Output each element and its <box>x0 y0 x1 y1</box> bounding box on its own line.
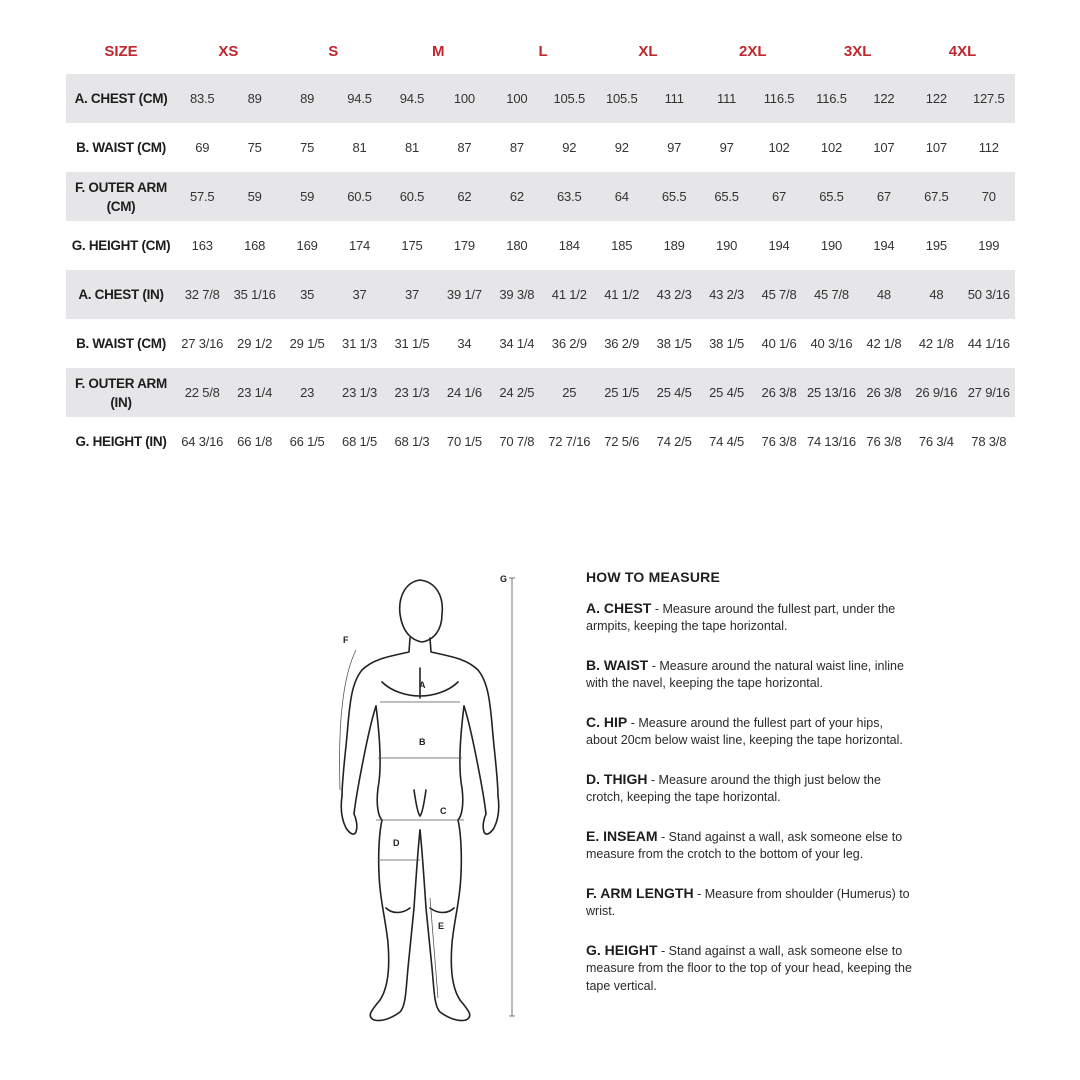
table-row <box>66 221 1015 270</box>
table-cell: 199 <box>978 238 1000 253</box>
table-cell: 83.5 <box>176 74 228 123</box>
table-cell: 65.5 <box>805 172 857 221</box>
table-cell: 37 <box>333 270 385 319</box>
table-cell: 43 2/3 <box>700 270 752 319</box>
table-cell: 26 9/16 <box>910 368 962 417</box>
table-cell: 59 <box>228 172 280 221</box>
table-cell: 89 <box>281 74 333 123</box>
row-label: F. OUTER ARM (CM) <box>66 172 176 221</box>
body-outline-illustration <box>330 568 530 1028</box>
table-cell: 31 1/5 <box>394 336 430 351</box>
row-label: G. HEIGHT (CM) <box>71 238 171 253</box>
row-label: A. CHEST (IN) <box>66 270 176 319</box>
table-cell: 65.5 <box>700 172 752 221</box>
measure-term: B. WAIST <box>586 656 649 673</box>
measure-term: F. ARM LENGTH <box>586 884 694 901</box>
table-cell: 64 3/16 <box>181 434 224 449</box>
table-row <box>66 172 1015 221</box>
size-header-xs: XS <box>218 43 239 60</box>
table-cell: 76 3/8 <box>866 434 902 449</box>
table-cell: 23 <box>281 368 333 417</box>
table-cell: 75 <box>300 140 315 155</box>
size-chart-table <box>66 29 1015 466</box>
measure-description: - Measure around the fullest part of your hips, about 20cm below waist line, keeping the tape horizontal. <box>586 715 903 747</box>
measure-item <box>586 657 916 693</box>
table-cell: 127.5 <box>963 74 1015 123</box>
table-cell: 22 5/8 <box>176 368 228 417</box>
table-cell: 102 <box>820 140 843 155</box>
table-cell: 38 1/5 <box>656 336 692 351</box>
table-cell: 41 1/2 <box>596 270 648 319</box>
size-header-m: M <box>431 43 445 60</box>
table-cell: 112 <box>978 140 999 155</box>
table-cell: 35 <box>281 270 333 319</box>
table-cell: 45 7/8 <box>753 270 805 319</box>
table-cell: 92 <box>614 140 629 155</box>
table-cell: 40 3/16 <box>810 336 853 351</box>
table-cell: 24 1/6 <box>438 368 490 417</box>
table-cell: 75 <box>247 140 262 155</box>
table-cell: 27 3/16 <box>181 336 224 351</box>
table-cell: 190 <box>716 238 738 253</box>
table-cell: 72 5/6 <box>604 434 640 449</box>
measure-term: A. CHEST <box>586 599 652 616</box>
size-header-label: SIZE <box>104 43 138 60</box>
table-cell: 43 2/3 <box>648 270 700 319</box>
table-cell: 38 1/5 <box>709 336 745 351</box>
measure-item <box>586 942 916 996</box>
table-cell: 50 3/16 <box>963 270 1015 319</box>
size-header-2xl: 2XL <box>739 43 767 60</box>
table-cell: 168 <box>244 238 266 253</box>
table-cell: 184 <box>558 238 580 253</box>
table-cell: 60.5 <box>333 172 385 221</box>
table-cell: 72 7/16 <box>548 434 591 449</box>
table-cell: 94.5 <box>333 74 385 123</box>
row-label: B. WAIST (CM) <box>76 140 166 155</box>
table-cell: 70 1/5 <box>446 434 482 449</box>
figure-label-g: G <box>500 574 508 584</box>
table-cell: 57.5 <box>176 172 228 221</box>
table-cell: 100 <box>491 74 543 123</box>
table-cell: 27 9/16 <box>963 368 1015 417</box>
table-cell: 74 4/5 <box>709 434 745 449</box>
figure-label-b: B <box>419 737 426 747</box>
table-cell: 23 1/4 <box>228 368 280 417</box>
size-header-4xl: 4XL <box>948 43 977 60</box>
row-label: G. HEIGHT (IN) <box>75 434 167 449</box>
size-header-s: S <box>328 43 339 60</box>
figure-label-c: C <box>440 806 447 816</box>
measure-description: - Stand against a wall, ask someone else to measure from the floor to the top of your head, keeping the tape vertical. <box>586 943 912 993</box>
table-row <box>66 417 1015 466</box>
measure-term: C. HIP <box>586 713 628 730</box>
table-cell: 67 <box>753 172 805 221</box>
figure-label-e: E <box>438 921 445 931</box>
measure-item <box>586 771 916 807</box>
table-cell: 25 13/16 <box>805 368 857 417</box>
table-cell: 179 <box>453 238 475 253</box>
table-row <box>66 74 1015 123</box>
table-cell: 35 1/16 <box>228 270 280 319</box>
table-cell: 189 <box>663 238 685 253</box>
table-cell: 185 <box>611 238 633 253</box>
table-cell: 67 <box>858 172 910 221</box>
table-cell: 74 13/16 <box>806 434 856 449</box>
table-cell: 44 1/16 <box>967 336 1010 351</box>
table-cell: 74 2/5 <box>656 434 692 449</box>
table-cell: 25 1/5 <box>596 368 648 417</box>
table-cell: 48 <box>910 270 962 319</box>
table-cell: 163 <box>191 238 213 253</box>
row-label: B. WAIST (CM) <box>76 336 166 351</box>
measure-term: E. INSEAM <box>586 827 658 844</box>
figure-label-d: D <box>393 838 400 848</box>
table-cell: 169 <box>296 238 318 253</box>
table-cell: 32 7/8 <box>176 270 228 319</box>
measure-instructions-list <box>586 600 916 996</box>
table-cell: 41 1/2 <box>543 270 595 319</box>
table-cell: 190 <box>820 238 843 253</box>
table-cell: 66 1/5 <box>289 434 325 449</box>
table-cell: 40 1/6 <box>761 336 797 351</box>
table-cell: 100 <box>438 74 490 123</box>
table-cell: 37 <box>386 270 438 319</box>
body-measurement-figure <box>330 568 530 1028</box>
table-cell: 59 <box>281 172 333 221</box>
table-cell: 70 7/8 <box>499 434 535 449</box>
table-row <box>66 270 1015 319</box>
measure-item <box>586 600 916 636</box>
table-cell: 122 <box>910 74 962 123</box>
table-cell: 23 1/3 <box>386 368 438 417</box>
table-cell: 105.5 <box>596 74 648 123</box>
table-cell: 31 1/3 <box>342 336 377 351</box>
table-cell: 67.5 <box>910 172 962 221</box>
size-header-row <box>66 29 1015 74</box>
table-cell: 76 3/8 <box>761 434 797 449</box>
table-row <box>66 123 1015 172</box>
measure-item <box>586 885 916 921</box>
table-cell: 64 <box>596 172 648 221</box>
table-cell: 26 3/8 <box>753 368 805 417</box>
figure-label-a: A <box>419 680 426 690</box>
table-cell: 180 <box>506 238 528 253</box>
table-cell: 42 1/8 <box>918 336 954 351</box>
table-cell: 116.5 <box>805 74 857 123</box>
figure-label-f: F <box>343 635 349 645</box>
table-cell: 111 <box>648 74 700 123</box>
row-label: F. OUTER ARM (IN) <box>66 368 176 417</box>
size-header-l: L <box>538 43 548 60</box>
how-to-measure-title: HOW TO MEASURE <box>586 569 720 585</box>
table-cell: 194 <box>768 238 790 253</box>
table-cell: 174 <box>348 238 371 253</box>
table-cell: 24 2/5 <box>491 368 543 417</box>
table-cell: 68 1/5 <box>342 434 377 449</box>
table-cell: 69 <box>195 140 210 155</box>
table-cell: 34 <box>457 336 472 351</box>
table-cell: 23 1/3 <box>333 368 385 417</box>
table-cell: 62 <box>491 172 543 221</box>
table-cell: 45 7/8 <box>805 270 857 319</box>
table-cell: 62 <box>438 172 490 221</box>
table-cell: 39 1/7 <box>438 270 490 319</box>
table-cell: 60.5 <box>386 172 438 221</box>
size-table-body <box>66 74 1015 466</box>
measure-term: G. HEIGHT <box>586 941 658 958</box>
measure-description: - Measure around the natural waist line, inline with the navel, keeping the tape horizontal. <box>586 658 904 690</box>
table-cell: 94.5 <box>386 74 438 123</box>
table-cell: 107 <box>873 140 895 155</box>
table-cell: 97 <box>719 140 734 155</box>
table-cell: 68 1/3 <box>394 434 430 449</box>
table-cell: 25 <box>543 368 595 417</box>
table-cell: 29 1/5 <box>289 336 325 351</box>
table-cell: 25 4/5 <box>700 368 752 417</box>
table-cell: 26 3/8 <box>858 368 910 417</box>
measure-description: - Measure from shoulder (Humerus) to wrist. <box>586 886 910 918</box>
measure-item <box>586 828 916 864</box>
how-to-measure-section <box>586 569 916 1016</box>
size-header-xl: XL <box>638 43 658 60</box>
table-cell: 111 <box>700 74 752 123</box>
table-cell: 78 3/8 <box>971 434 1007 449</box>
measure-item <box>586 714 916 750</box>
table-cell: 65.5 <box>648 172 700 221</box>
table-cell: 25 4/5 <box>648 368 700 417</box>
table-cell: 34 1/4 <box>499 336 535 351</box>
table-cell: 89 <box>228 74 280 123</box>
table-cell: 122 <box>858 74 910 123</box>
row-label: A. CHEST (CM) <box>66 74 176 123</box>
table-cell: 81 <box>404 140 419 155</box>
table-cell: 97 <box>667 140 682 155</box>
table-cell: 81 <box>352 140 367 155</box>
table-cell: 102 <box>768 140 790 155</box>
table-cell: 87 <box>457 140 472 155</box>
table-cell: 42 1/8 <box>866 336 902 351</box>
table-row <box>66 368 1015 417</box>
table-cell: 107 <box>925 140 947 155</box>
table-cell: 39 3/8 <box>491 270 543 319</box>
table-cell: 116.5 <box>753 74 805 123</box>
table-cell: 29 1/2 <box>237 336 273 351</box>
measure-description: - Measure around the thigh just below the crotch, keeping the tape horizontal. <box>586 772 881 804</box>
table-cell: 87 <box>509 140 524 155</box>
table-cell: 36 2/9 <box>551 336 587 351</box>
table-cell: 66 1/8 <box>237 434 273 449</box>
table-cell: 36 2/9 <box>604 336 640 351</box>
size-header-3xl: 3XL <box>843 43 872 60</box>
table-row <box>66 319 1015 368</box>
measure-term: D. THIGH <box>586 770 648 787</box>
table-cell: 76 3/4 <box>918 434 954 449</box>
measure-description: - Stand against a wall, ask someone else to measure from the crotch to the bottom of your leg. <box>586 829 903 861</box>
table-cell: 63.5 <box>543 172 595 221</box>
table-cell: 48 <box>858 270 910 319</box>
table-cell: 194 <box>873 238 895 253</box>
table-cell: 105.5 <box>543 74 595 123</box>
table-cell: 195 <box>925 238 947 253</box>
table-cell: 92 <box>562 140 577 155</box>
table-cell: 70 <box>963 172 1015 221</box>
table-cell: 175 <box>401 238 423 253</box>
measure-description: - Measure around the fullest part, under the armpits, keeping the tape horizontal. <box>586 601 896 633</box>
